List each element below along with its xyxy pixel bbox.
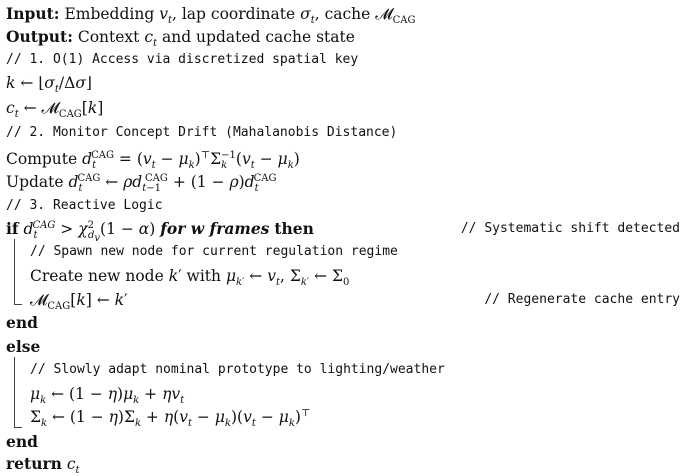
if-body-bar	[14, 239, 15, 304]
if-for: for w frames	[160, 219, 270, 238]
assign-comment: // Regenerate cache entry	[484, 292, 680, 307]
update-label: Update	[6, 173, 64, 191]
return-line: return $c_t$	[6, 454, 80, 476]
end-keyword-2: end	[6, 432, 38, 451]
adapt-comment: // Slowly adapt nominal prototype to lighting/weather	[30, 362, 445, 377]
compute-label: Compute	[6, 150, 78, 168]
sigma-update-line: $\Sigma_k$ ← $(1 - \eta)\Sigma_k + \eta(v_t - \mu_k)(v_t - \mu_k)^⊤$	[30, 407, 311, 430]
input-text: Embedding $v_t$, lap coordinate $\sigma_t$, cache 𝓜$_{CAG}$	[64, 5, 416, 27]
output-line	[6, 27, 355, 50]
if-body-tick	[14, 304, 22, 305]
else-body-bar	[14, 357, 15, 427]
input-label: Input:	[6, 4, 60, 23]
else-keyword: else	[6, 337, 41, 356]
spawn-comment: // Spawn new node for current regulation regime	[30, 244, 398, 259]
key-line: k ← $⌊\sigma_t/\Delta\sigma⌋$	[6, 74, 92, 96]
update-line: Update $d_t^{CAG}$ ← $\rho d_{t-1}^{CAG} + (1 - \rho)d_t^{CAG}$	[6, 172, 277, 195]
assign-line: 𝓜$_{CAG}$[k] ← k′	[30, 291, 128, 313]
output-text: Context $c_t$ and updated cache state	[77, 28, 355, 50]
then-keyword: then	[274, 219, 314, 238]
create-label: Create new node k′ with	[30, 267, 221, 285]
context-line: $c_t$ ← 𝓜$_{CAG}$[k]	[6, 99, 104, 121]
return-keyword: return	[6, 454, 62, 473]
create-node-line: Create new node k′ with $\mu_{k'}$ ← $v_t$, $\Sigma_{k'}$ ← $\Sigma_0$	[30, 267, 350, 289]
comment-drift: // 2. Monitor Concept Drift (Mahalanobis Distance)	[6, 125, 398, 140]
if-keyword: if	[6, 219, 19, 238]
if-line: if $d_t^{CAG} > \chi^2_{d_v}(1 - \alpha)$ for w frames then	[6, 219, 314, 245]
compute-line: Compute $d_t^{CAG} = (v_t - \mu_k)^⊤\Sigma_k^{-1}(v_t - \mu_k)$	[6, 149, 300, 172]
output-label: Output:	[6, 27, 73, 46]
mu-update-line: $\mu_k$ ← $(1 - \eta)\mu_k + \eta v_t$	[30, 385, 185, 407]
input-line	[6, 4, 416, 27]
end-keyword: end	[6, 313, 38, 332]
if-comment: // Systematic shift detected	[460, 221, 680, 236]
comment-access: // 1. O(1) Access via discretized spatial key	[6, 52, 359, 67]
else-body-tick	[14, 427, 22, 428]
comment-reactive: // 3. Reactive Logic	[6, 198, 163, 213]
